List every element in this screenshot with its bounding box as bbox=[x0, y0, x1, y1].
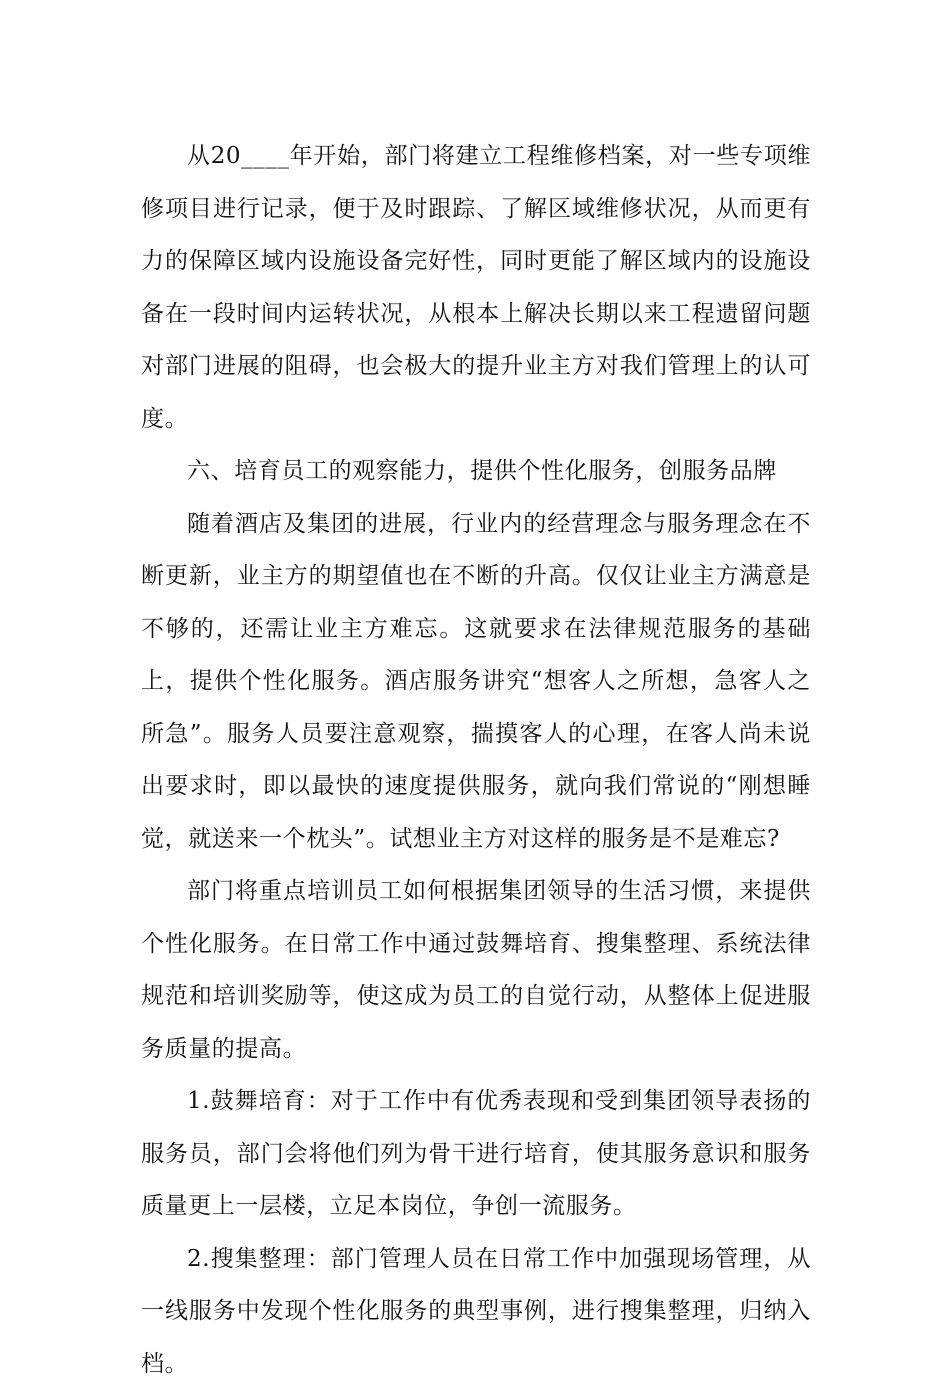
paragraph-staff-training: 部门将重点培训员工如何根据集团领导的生活习惯，来提供个性化服务。在日常工作中通过鼓舞培育、搜集整理、系统法律规范和培训奖励等，使这成为员工的自觉行动，从整体上促进服务质量的提高。 bbox=[141, 865, 811, 1075]
section-heading-six: 六、培育员工的观察能力，提供个性化服务，创服务品牌 bbox=[141, 445, 811, 498]
paragraph-engineering-archive: 从20____年开始，部门将建立工程维修档案，对一些专项维修项目进行记录，便于及时跟踪、了解区域维修状况，从而更有力的保障区域内设施设备完好性，同时更能了解区域内的设施设备在一段时间内运转状况，从根本上解决长期以来工程遗留问题对部门进展的阻碍，也会极大的提升业主方对我们管理上的认可度。 bbox=[141, 130, 811, 445]
paragraph-personalized-service: 随着酒店及集团的进展，行业内的经营理念与服务理念在不断更新，业主方的期望值也在不断的升高。仅仅让业主方满意是不够的，还需让业主方难忘。这就要求在法律规范服务的基础上，提供个性化服务。酒店服务讲究“想客人之所想，急客人之所急”。服务人员要注意观察，揣摸客人的心理，在客人尚未说出要求时，即以最快的速度提供服务，就向我们常说的“刚想睡觉，就送来一个枕头”。试想业主方对这样的服务是不是难忘? bbox=[141, 498, 811, 866]
paragraph-item-collection: 2.搜集整理：部门管理人员在日常工作中加强现场管理，从一线服务中发现个性化服务的典型事例，进行搜集整理，归纳入档。 bbox=[141, 1233, 811, 1390]
document-body bbox=[141, 130, 811, 1390]
paragraph-item-encouragement: 1.鼓舞培育：对于工作中有优秀表现和受到集团领导表扬的服务员，部门会将他们列为骨干进行培育，使其服务意识和服务质量更上一层楼，立足本岗位，争创一流服务。 bbox=[141, 1075, 811, 1233]
